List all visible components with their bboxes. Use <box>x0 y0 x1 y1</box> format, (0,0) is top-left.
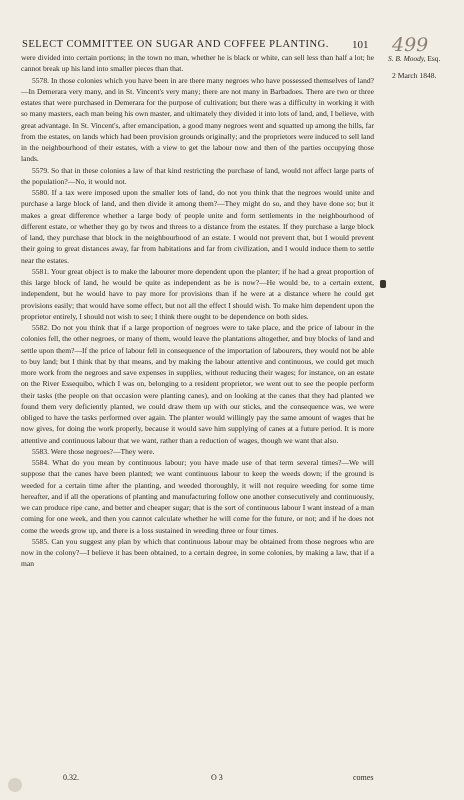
paragraph: 5584. What do you mean by continuous labour; you have made use of that term several times?—We will suppose that the canes have been planted; we want continuous labour to keep the weeds down; if the ground is weeded for a certain time after the planting, and weeded thoroughly, it will not require weeding for some time hereafter, and if all the operations of planting and manufacturing follow one another consecutively and continuously, we can produce ripe cane, and better and cheaper sugar; that is the sort of continuous labour I want instead of a man coming for one week, and then you cannot calculate whether he will come for the future, or not; and if he does not come the weeds grow up, and there is a loss sustained in weeding three or four times. <box>21 458 374 535</box>
paragraph: 5581. Your great object is to make the labourer more dependent upon the planter; if he had a great proportion of this large block of land, he would be quite as independent as he is now?—He would be, to a certain extent, independent, but he would have to pay more for provisions than if he were at a distance where he could get provisions easily; that would have some effect, but not all the effect I should wish. To make him dependent upon the proprietor entirely, I should not wish to see; I think there ought to be dependence on both sides. <box>21 266 374 321</box>
library-stamp <box>8 778 22 792</box>
paragraph: 5583. Were those negroes?—They were. <box>32 446 155 456</box>
paragraph: 5582. Do not you think that if a large proportion of negroes were to take place, and the price of labour in the colonies fell, the other negroes, or many of them, would leave the plantations altogether, and buy blocks of land and settle upon them?—If the price of labour fell in consequence of the importation of labourers, they would not be able to buy land; but I think that by that means, and by making the labour attentive and continuous, we could get much more work from the negroes and save expenses in supplies, without reducing their wages; for instance, on an estate on the River Essequibo, which I was on, belonging to a resident proprietor, we went out to see the people perform their tasks (the people on that occasion were planting canes), and on looking at the canes that they had planted we found them very deficiently planted, we could draw them up with our sticks, and the consequence was, we were obliged to have the tasks performed over again. The planter would willingly pay the same amount of wages that he now gives, for doing the work properly, because it would save him supplying of canes at a future period. It is more attentive and continuous labour that we want, rather than a reduction of wages, though we want that also. <box>21 323 374 445</box>
margin-witness-name <box>388 54 440 63</box>
margin-date: 2 March 1848. <box>392 71 437 80</box>
witness-name-suffix: Esq. <box>425 54 441 63</box>
page-number: 101 <box>352 39 369 51</box>
body-text <box>21 52 374 570</box>
ink-blot <box>380 280 386 288</box>
running-header: SELECT COMMITTEE ON SUGAR AND COFFEE PLANTING. <box>22 39 329 50</box>
paragraph: 5580. If a tax were imposed upon the smaller lots of land, do not you think that the negroes would unite and purchase a large block of land, and then divide it among them?—They might do so, and they have done so; but it makes a great difference whether a large body of people unite and form settlements in the neighbourhood of different estate, or whether they go by twos and threes to a distance from the estates. If they purchase a large block of land, they purchase that block in the neighbourhood of an estate. I would not prevent that, but I would prevent their going to great distances away, far from habitations and far from civilization, and I would induce them to settle near the estates. <box>21 188 374 265</box>
footer-catchword: comes <box>353 773 374 782</box>
footer-sheet-mark: O 3 <box>211 773 223 782</box>
paragraph: 5578. In those colonies which you have been in are there many negroes who have possessed themselves of land?—In Demerara very many, and in St. Vincent's very many; there are not many in Barbadoes. There are two or three estates that were purchased in Demerara for the purpose of cultivation; but there was a difficulty in working it with so many masters, each man being his own master, and ultimately they divided it into lots of land, and, I believe, with great advantage. In St. Vincent's, after emancipation, a good many negroes went and squatted up among the hills, far from the estates, on lands which had been provision grounds originally; and the proprietors were induced to sell land in the neighbourhood of their estates, with a view to get the labour now and then of the parties occupying those lands. <box>21 75 374 164</box>
handwritten-page-number: 499 <box>392 34 429 56</box>
paragraph: 5585. Can you suggest any plan by which that continuous labour may be obtained from those negroes who are now in the colony?—I believe it has been obtained, to a certain degree, in some colonies, by making a law, that if a man <box>21 536 374 569</box>
paragraph: were divided into certain portions; in the town no man, whether he is black or white, can sell less than half a lot; he cannot break up his land into smaller pieces than that. <box>21 53 374 74</box>
paragraph: 5579. So that in these colonies a law of that kind restricting the purchase of land, would not affect large parts of the population?—No, it would not. <box>21 165 374 186</box>
witness-name-italic: S. B. Moody, <box>388 54 426 63</box>
footer-signature: 0.32. <box>63 773 79 782</box>
